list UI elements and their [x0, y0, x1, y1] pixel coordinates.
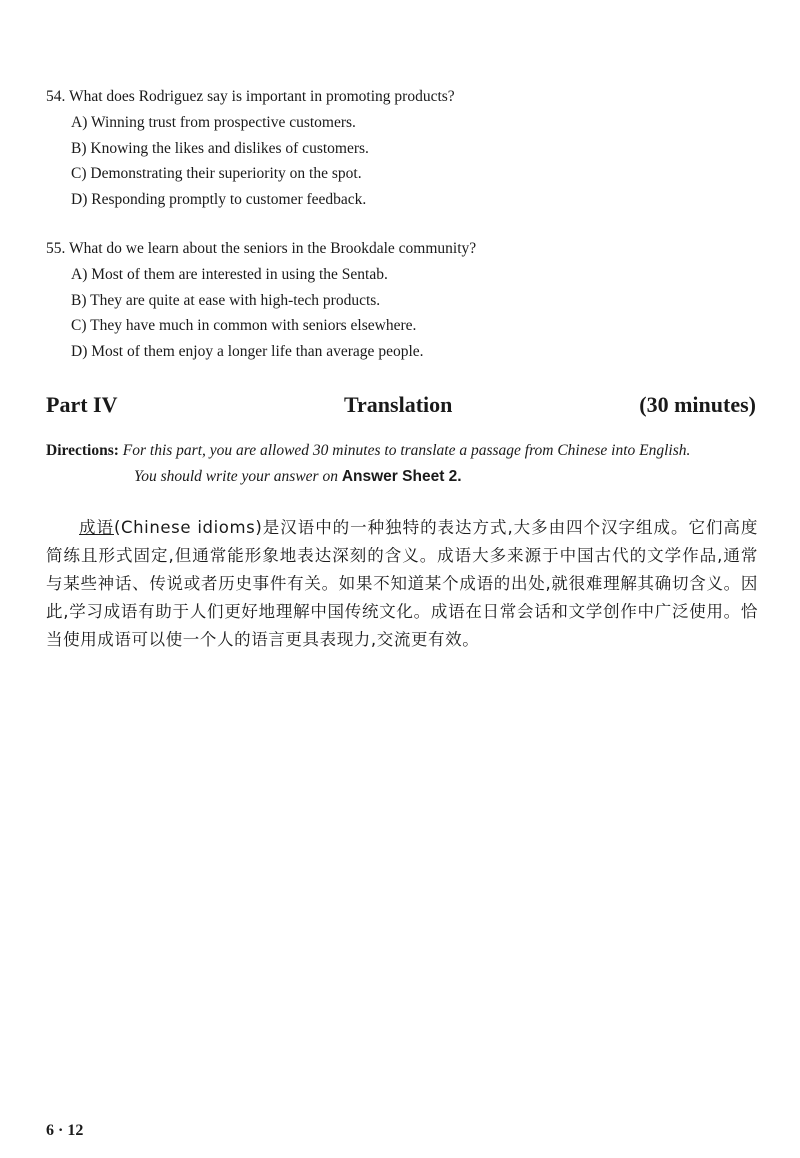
passage-text: (Chinese idioms)是汉语中的一种独特的表达方式,大多由四个汉字组成。它们高度简练且形式固定,但通常能形象地表达深刻的含义。成语大多来源于中国古代的文学作品,通常与某些神话、传说或者历史事件有关。如果不知道某个成语的出处,就很难理解其确切含义。因此,学习成语有助于人们更好地理解中国传统文化。成语在日常会话和文学创作中广泛使用。恰当使用成语可以使一个人的语言更具表现力,交流更有效。 [46, 518, 758, 649]
answer-option-a: A) Winning trust from prospective customers. [71, 114, 356, 131]
part-title: Translation [344, 392, 453, 417]
answer-option-a: A) Most of them are interested in using the Sentab. [71, 266, 388, 283]
directions [46, 438, 761, 490]
passage-key-term: 成语 [79, 518, 114, 537]
part-heading [46, 388, 756, 422]
question-stem: 54. What does Rodriguez say is important in promoting products? [46, 88, 455, 105]
question-55 [46, 236, 766, 364]
directions-text: For this part, you are allowed 30 minutes to translate a passage from Chinese into English. [122, 442, 691, 459]
answer-option-d: D) Most of them enjoy a longer life than average people. [71, 342, 424, 360]
answer-option-b: B) Knowing the likes and dislikes of customers. [71, 139, 369, 157]
answer-option-d: D) Responding promptly to customer feedback. [71, 190, 367, 208]
directions-text-continued: You should write your answer on [134, 468, 338, 485]
page-number: 6 · 12 [46, 1122, 84, 1139]
part-time-limit: (30 minutes) [639, 392, 756, 417]
question-stem: 55. What do we learn about the seniors in the Brookdale community? [46, 240, 477, 257]
translation-passage [46, 514, 758, 654]
answer-sheet-reference: Answer Sheet 2. [341, 468, 462, 485]
answer-option-c: C) Demonstrating their superiority on the spot. [71, 165, 362, 182]
part-label: Part IV [46, 392, 118, 417]
answer-option-c: C) They have much in common with seniors elsewhere. [71, 317, 417, 334]
directions-label: Directions: [46, 442, 119, 459]
question-54 [46, 84, 766, 212]
answer-option-b: B) They are quite at ease with high-tech products. [71, 291, 381, 309]
